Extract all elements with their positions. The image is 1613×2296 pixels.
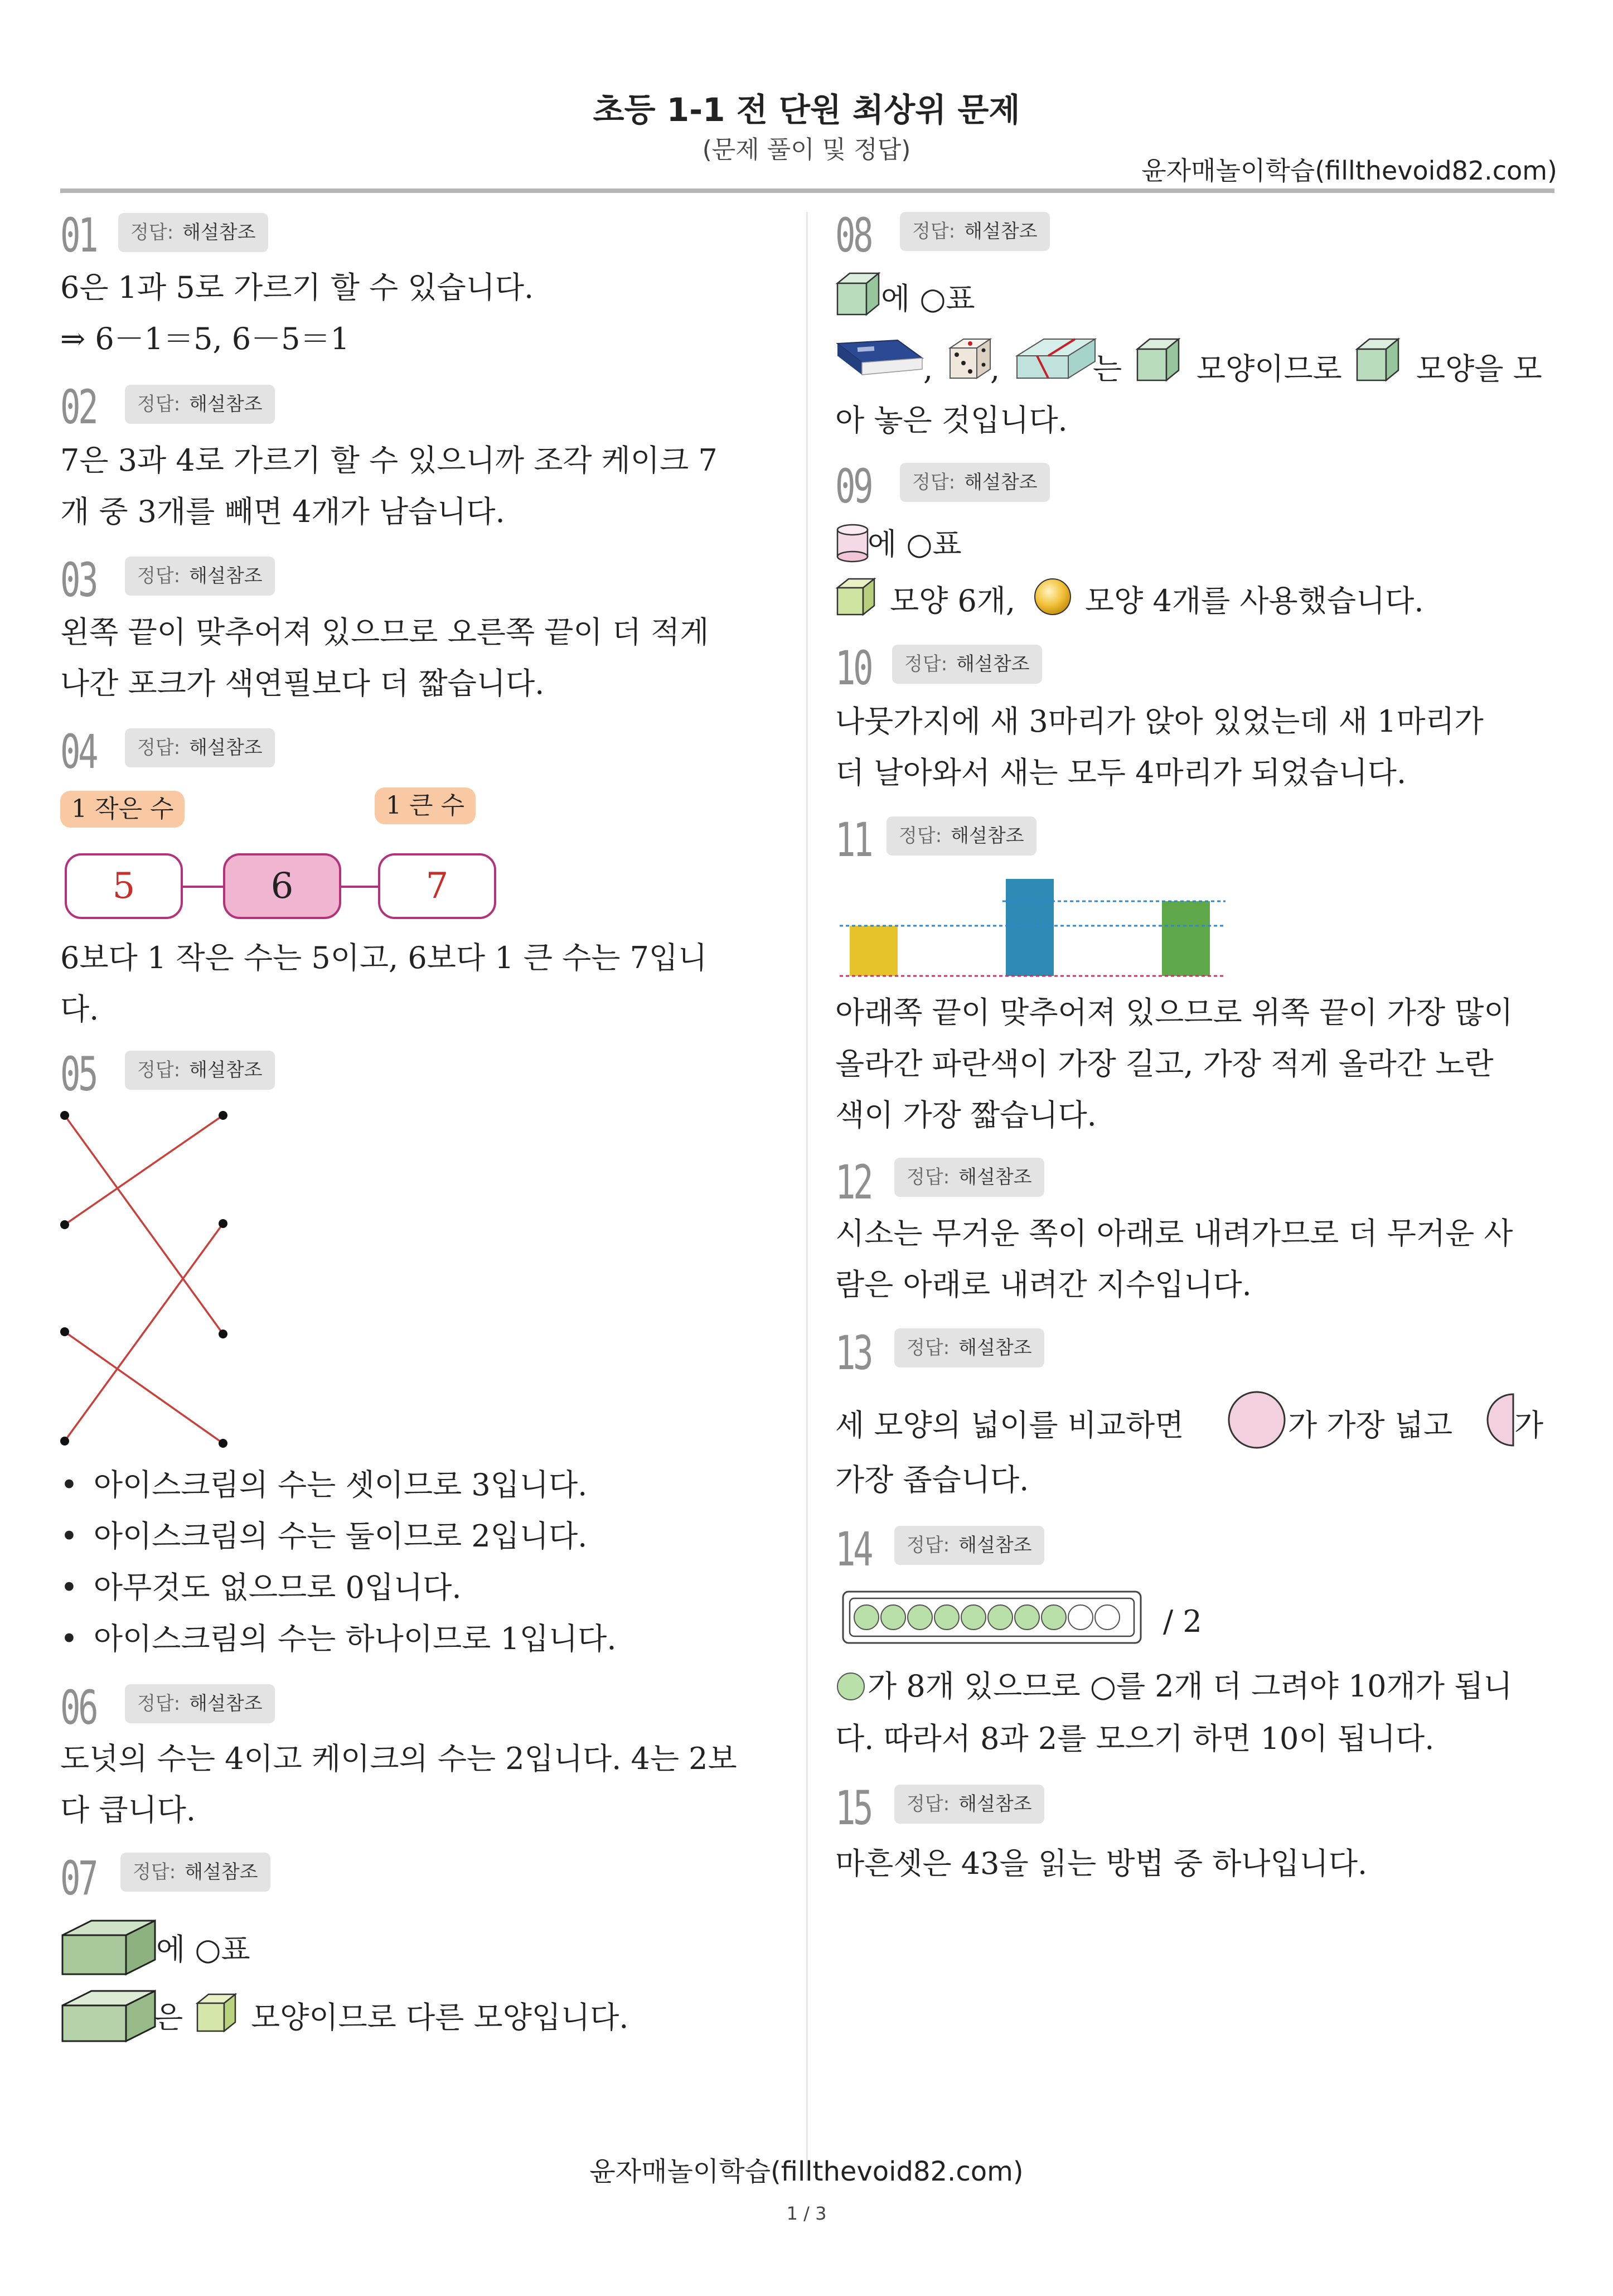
large-circle-shape (1227, 1390, 1288, 1451)
answer-badge-04: 정답: 해설참조 (125, 728, 275, 767)
q08-text-2c: 는 (1093, 351, 1122, 386)
sphere-shape-icon (1033, 577, 1073, 617)
filled-circle (961, 1605, 986, 1630)
green-bar (1162, 901, 1210, 976)
q03-text-1: 왼쪽 끝이 맞추어져 있으므로 오른쪽 끝이 더 적게 (60, 615, 709, 650)
answer-badge-12: 정답: 해설참조 (894, 1158, 1044, 1197)
bullet-item-2: • 아이스크림의 수는 둘이므로 2입니다. (60, 1519, 588, 1554)
match-dot (219, 1330, 227, 1338)
question-number-09: 09 (835, 459, 871, 514)
page-number: 1 / 3 (786, 2203, 827, 2224)
match-line-3 (65, 1332, 223, 1443)
book-icon (835, 336, 924, 380)
q04-text-2: 다. (60, 992, 99, 1027)
match-dot (60, 1220, 69, 1229)
q10-text-2: 더 날아와서 새는 모두 4마리가 되었습니다. (835, 755, 1407, 790)
q13-text-1c: 가 (1514, 1408, 1544, 1443)
bullet-item-3: • 아무것도 없으므로 0입니다. (60, 1570, 462, 1605)
question-number-13: 13 (835, 1326, 871, 1380)
q08-comma-1: , (923, 351, 933, 386)
q09-text-2a: 모양 6개, (890, 583, 1016, 618)
q07-text-2a: 은 (154, 2000, 183, 2035)
q11-text-2: 올라간 파란색이 가장 길고, 가장 적게 올라간 노란 (835, 1046, 1494, 1081)
dice-icon (948, 337, 994, 381)
match-dot (219, 1219, 227, 1228)
cube-shape-icon (195, 1992, 238, 2034)
answer-badge-10: 정답: 해설참조 (892, 645, 1042, 684)
question-number-06: 06 (60, 1680, 96, 1735)
q03-text-2: 나간 포크가 색연필보다 더 짧습니다. (60, 666, 545, 701)
match-line-2 (65, 1115, 223, 1225)
match-dot (60, 1437, 69, 1446)
answer-badge-08: 정답: 해설참조 (900, 212, 1050, 251)
answer-badge-06: 정답: 해설참조 (125, 1684, 275, 1723)
gift-box-icon (1015, 337, 1098, 381)
page-subtitle: (문제 풀이 및 정답) (702, 136, 911, 164)
match-dot (219, 1111, 227, 1120)
question-number-04: 04 (60, 724, 96, 779)
filled-circle (881, 1605, 905, 1630)
answer-badge-05: 정답: 해설참조 (125, 1051, 275, 1090)
answer-badge-01 (118, 213, 268, 252)
q14-slash-answer: / 2 (1163, 1604, 1202, 1639)
bullet-item-1: • 아이스크림의 수는 셋이므로 3입니다. (60, 1467, 588, 1502)
answer-badge-07: 정답: 해설참조 (120, 1853, 270, 1892)
q07-text-1: 에 ○표 (156, 1932, 250, 1967)
header-divider (60, 188, 1554, 193)
question-number-01: 01 (60, 208, 96, 263)
filled-circle (1042, 1605, 1066, 1630)
q08-text-3: 아 놓은 것입니다. (835, 403, 1068, 438)
q13-text-2: 가장 좁습니다. (835, 1462, 1029, 1497)
question-number-07: 07 (60, 1851, 96, 1906)
q01-text-1: 6은 1과 5로 가르기 할 수 있습니다. (60, 270, 534, 305)
question-number-05: 05 (60, 1047, 96, 1101)
cube-shape-icon (835, 577, 878, 617)
cube-shape-icon (1355, 337, 1401, 384)
match-line-1 (65, 1115, 223, 1334)
answer-label: 정답: (130, 221, 174, 244)
filled-circle (988, 1605, 1013, 1630)
match-dot (60, 1327, 69, 1336)
matching-lines-diagram (56, 1104, 234, 1450)
header-brand: 윤자매놀이학습(fillthevoid82.com) (1141, 156, 1557, 186)
match-dot (219, 1439, 227, 1448)
less-label-pill: 1 작은 수 (60, 791, 185, 828)
more-label-pill: 1 큰 수 (375, 787, 476, 824)
q12-text-2: 람은 아래로 내려간 지수입니다. (835, 1267, 1252, 1302)
q04-text-1: 6보다 1 작은 수는 5이고, 6보다 1 큰 수는 7입니 (60, 940, 708, 975)
q07-text-2b: 모양이므로 다른 모양입니다. (251, 2000, 629, 2035)
q09-text-2b: 모양 4개를 사용했습니다. (1085, 583, 1424, 618)
number-box-center: 6 (223, 853, 341, 919)
page-title: 초등 1-1 전 단원 최상위 문제 (593, 91, 1020, 129)
q01-text-2: ⇒ 6－1＝5, 6－5＝1 (60, 321, 350, 356)
question-number-03: 03 (60, 553, 96, 607)
question-number-12: 12 (835, 1155, 871, 1210)
cube-shape-icon (1135, 337, 1181, 384)
number-connector-right (337, 886, 379, 888)
question-number-08: 08 (835, 208, 871, 263)
yellow-bar (850, 926, 898, 976)
q08-text-2e: 모양을 모 (1416, 351, 1542, 386)
filled-circle (934, 1605, 959, 1630)
answer-badge-13: 정답: 해설참조 (894, 1328, 1044, 1367)
half-circle-shape (1485, 1392, 1519, 1448)
answer-badge-09: 정답: 해설참조 (900, 463, 1050, 502)
q10-text-1: 나뭇가지에 새 3마리가 앉아 있었는데 새 1마리가 (835, 704, 1484, 739)
cube-shape-icon (835, 271, 881, 318)
column-divider (806, 212, 808, 2181)
answer-value: 해설참조 (182, 221, 256, 244)
cylinder-shape-icon (835, 523, 871, 563)
bullet-item-4: • 아이스크림의 수는 하나이므로 1입니다. (60, 1621, 617, 1656)
number-connector-left (181, 886, 225, 888)
filled-circle (1015, 1605, 1039, 1630)
answer-badge-15: 정답: 해설참조 (894, 1785, 1044, 1824)
q12-text-1: 시소는 무거운 쪽이 아래로 내려가므로 더 무거운 사 (835, 1216, 1513, 1251)
question-number-11: 11 (835, 813, 871, 867)
q15-text-1: 마흔셋은 43을 읽는 방법 중 하나입니다. (835, 1846, 1368, 1881)
blue-bar (1006, 879, 1054, 976)
q09-text-1: 에 ○표 (868, 526, 962, 562)
empty-circle (1095, 1605, 1120, 1630)
empty-circle (1068, 1605, 1093, 1630)
q06-text-2: 다 큽니다. (60, 1792, 196, 1828)
number-box-right: 7 (378, 853, 496, 919)
green-circle-icon (835, 1671, 866, 1702)
question-number-02: 02 (60, 380, 96, 434)
filled-circle (908, 1605, 932, 1630)
q08-text-2d: 모양이므로 (1197, 351, 1342, 386)
q08-text-1: 에 ○표 (881, 281, 975, 316)
q14-text-1: 가 8개 있으므로 ○를 2개 더 그려야 10개가 됩니 (868, 1669, 1513, 1704)
q13-text-1b: 가 가장 넓고 (1288, 1408, 1453, 1443)
q11-text-3: 색이 가장 짧습니다. (835, 1098, 1097, 1133)
number-box-left: 5 (65, 853, 183, 919)
filled-circle (854, 1605, 879, 1630)
q14-text-2: 다. 따라서 8과 2를 모으기 하면 10이 됩니다. (835, 1721, 1435, 1756)
match-dot (60, 1111, 69, 1120)
q13-text-1a: 세 모양의 넓이를 비교하면 (835, 1408, 1184, 1443)
match-line-4 (65, 1224, 223, 1441)
q02-text-2: 개 중 3개를 빼면 4개가 남습니다. (60, 494, 505, 529)
q02-text-1: 7은 3과 4로 가르기 할 수 있으니까 조각 케이크 7 (60, 443, 718, 478)
bar-length-diagram (835, 870, 1237, 982)
flat-box-shape-icon (60, 1918, 158, 1980)
footer-brand: 윤자매놀이학습(fillthevoid82.com) (589, 2156, 1024, 2187)
question-number-10: 10 (835, 641, 871, 695)
answer-badge-11: 정답: 해설참조 (887, 816, 1036, 855)
question-number-15: 15 (835, 1781, 871, 1835)
answer-badge-14: 정답: 해설참조 (894, 1526, 1044, 1565)
answer-badge-03: 정답: 해설참조 (125, 557, 275, 596)
ten-frame-diagram (842, 1591, 1143, 1646)
q08-comma-2: , (990, 351, 1000, 386)
answer-badge-02: 정답: 해설참조 (125, 385, 275, 424)
question-number-14: 14 (835, 1522, 871, 1577)
flat-box-shape-icon-2 (60, 1989, 158, 2047)
q11-text-1: 아래쪽 끝이 맞추어져 있으므로 위쪽 끝이 가장 많이 (835, 995, 1513, 1030)
q06-text-1: 도넛의 수는 4이고 케이크의 수는 2입니다. 4는 2보 (60, 1741, 737, 1776)
